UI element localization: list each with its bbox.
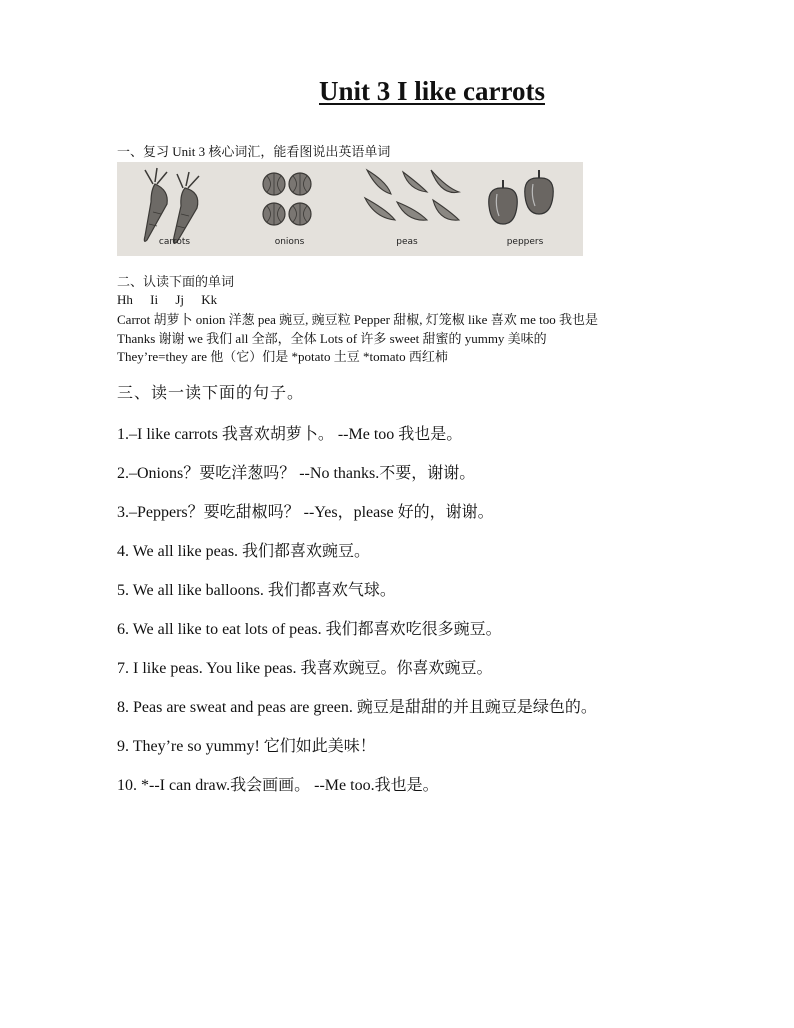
sentence: 1.–I like carrots 我喜欢胡萝卜。 --Me too 我也是。	[117, 426, 463, 443]
section3-heading: 三、读一读下面的句子。	[117, 385, 305, 402]
letter: Hh	[117, 292, 133, 307]
vocab-picture-strip	[117, 162, 583, 256]
carrots-picture	[117, 162, 232, 256]
onions-picture	[232, 162, 347, 256]
carrots-label: carrots	[158, 237, 191, 247]
sentence: 10. *--I can draw.我会画画。 --Me too.我也是。	[117, 777, 439, 794]
sentence: 7. I like peas. You like peas. 我喜欢豌豆。你喜欢豌豆。	[117, 660, 493, 677]
letter: Jj	[175, 292, 185, 307]
sentence: 6. We all like to eat lots of peas. 我们都喜欢吃很多豌豆。	[117, 621, 502, 638]
sentence: 8. Peas are sweat and peas are green. 豌豆是甜甜的并且豌豆是绿色的。	[117, 699, 597, 716]
onions-label: onions	[274, 237, 305, 247]
section2-heading: 二、认读下面的单词	[117, 274, 235, 289]
sentence: 3.–Peppers？要吃甜椒吗？ --Yes，please 好的，谢谢。	[117, 504, 494, 521]
letter: Kk	[201, 292, 218, 307]
letter-row	[117, 292, 231, 308]
peppers-picture	[467, 162, 583, 256]
letter: Ii	[150, 292, 159, 307]
sentence: 2.–Onions？要吃洋葱吗？ --No thanks.不要，谢谢。	[117, 465, 476, 482]
peppers-label: peppers	[506, 237, 544, 247]
section1-heading: 一、复习 Unit 3 核心词汇，能看图说出英语单词	[117, 144, 391, 159]
vocab-line: Carrot 胡萝卜 onion 洋葱 pea 豌豆, 豌豆粒 Pepper 甜椒, 灯笼椒 like 喜欢 me too 我也是	[117, 312, 598, 327]
page-title: Unit 3 I like carrots	[319, 76, 545, 106]
sentence: 4. We all like peas. 我们都喜欢豌豆。	[117, 543, 371, 560]
sentence: 9. They’re so yummy! 它们如此美味！	[117, 738, 376, 755]
vocab-line: Thanks 谢谢 we 我们 all 全部，全体 Lots of 许多 sweet 甜蜜的 yummy 美味的	[117, 331, 547, 346]
sentence: 5. We all like balloons. 我们都喜欢气球。	[117, 582, 396, 599]
peas-picture	[347, 162, 467, 256]
vocab-line: They’re=they are 他（它）们是 *potato 土豆 *tomato 西红柿	[117, 349, 448, 364]
peas-label: peas	[396, 237, 418, 247]
